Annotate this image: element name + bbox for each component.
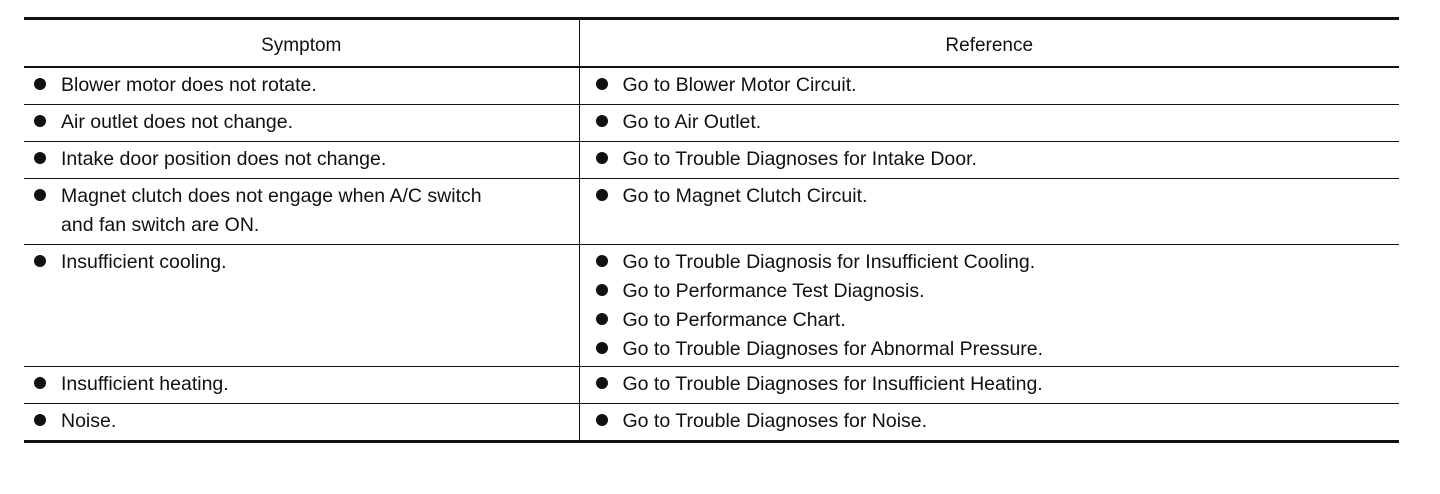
reference-text: Go to Trouble Diagnoses for Noise. bbox=[622, 410, 928, 432]
reference-column-header: Reference bbox=[579, 19, 1399, 68]
bullet-icon bbox=[596, 115, 608, 127]
bullet-icon bbox=[34, 189, 46, 201]
bullet-icon bbox=[596, 342, 608, 354]
bullet-icon bbox=[34, 377, 46, 389]
reference-text: Go to Blower Motor Circuit. bbox=[622, 74, 857, 96]
table-row bbox=[24, 245, 1399, 367]
reference-text: Go to Trouble Diagnoses for Abnormal Pressure. bbox=[622, 338, 1044, 360]
reference-text: Go to Air Outlet. bbox=[622, 111, 762, 133]
reference-cell bbox=[579, 142, 1399, 179]
reference-cell bbox=[579, 179, 1399, 245]
symptom-text: Air outlet does not change. bbox=[61, 111, 293, 133]
symptom-text: Blower motor does not rotate. bbox=[61, 74, 317, 96]
bullet-icon bbox=[596, 255, 608, 267]
reference-text: Go to Performance Chart. bbox=[622, 309, 846, 331]
symptom-reference-table bbox=[24, 17, 1399, 443]
table-row bbox=[24, 105, 1399, 142]
symptom-text: Noise. bbox=[61, 410, 117, 432]
bullet-icon bbox=[596, 78, 608, 90]
table-header-row bbox=[24, 19, 1399, 68]
reference-cell bbox=[579, 404, 1399, 442]
bullet-icon bbox=[34, 414, 46, 426]
symptom-text: Insufficient heating. bbox=[61, 373, 229, 395]
bullet-icon bbox=[596, 189, 608, 201]
symptom-cell bbox=[24, 142, 579, 179]
reference-cell bbox=[579, 105, 1399, 142]
symptom-cell bbox=[24, 367, 579, 404]
reference-cell bbox=[579, 67, 1399, 105]
bullet-icon bbox=[596, 377, 608, 389]
symptom-text: Intake door position does not change. bbox=[61, 148, 387, 170]
reference-text: Go to Trouble Diagnosis for Insufficient Cooling. bbox=[622, 251, 1036, 273]
symptom-cell bbox=[24, 404, 579, 442]
table-row bbox=[24, 367, 1399, 404]
bullet-icon bbox=[34, 115, 46, 127]
table-row bbox=[24, 142, 1399, 179]
symptom-column-header: Symptom bbox=[24, 19, 579, 68]
reference-cell bbox=[579, 367, 1399, 404]
table-row bbox=[24, 179, 1399, 245]
bullet-icon bbox=[596, 284, 608, 296]
reference-text: Go to Performance Test Diagnosis. bbox=[622, 280, 925, 302]
reference-text: Go to Trouble Diagnoses for Intake Door. bbox=[622, 148, 977, 170]
bullet-icon bbox=[34, 255, 46, 267]
symptom-cell bbox=[24, 245, 579, 367]
bullet-icon bbox=[34, 78, 46, 90]
symptom-cell bbox=[24, 105, 579, 142]
reference-cell bbox=[579, 245, 1399, 367]
document-page bbox=[24, 17, 1399, 443]
bullet-icon bbox=[596, 152, 608, 164]
reference-text: Go to Magnet Clutch Circuit. bbox=[622, 185, 868, 207]
table-row bbox=[24, 404, 1399, 442]
bullet-icon bbox=[596, 414, 608, 426]
reference-text: Go to Trouble Diagnoses for Insufficient Heating. bbox=[622, 373, 1043, 395]
bullet-icon bbox=[596, 313, 608, 325]
table-row bbox=[24, 67, 1399, 105]
symptom-text: Magnet clutch does not engage when A/C switch and fan switch are ON. bbox=[61, 185, 482, 236]
symptom-cell bbox=[24, 179, 579, 245]
symptom-text: Insufficient cooling. bbox=[61, 251, 227, 273]
symptom-cell bbox=[24, 67, 579, 105]
bullet-icon bbox=[34, 152, 46, 164]
